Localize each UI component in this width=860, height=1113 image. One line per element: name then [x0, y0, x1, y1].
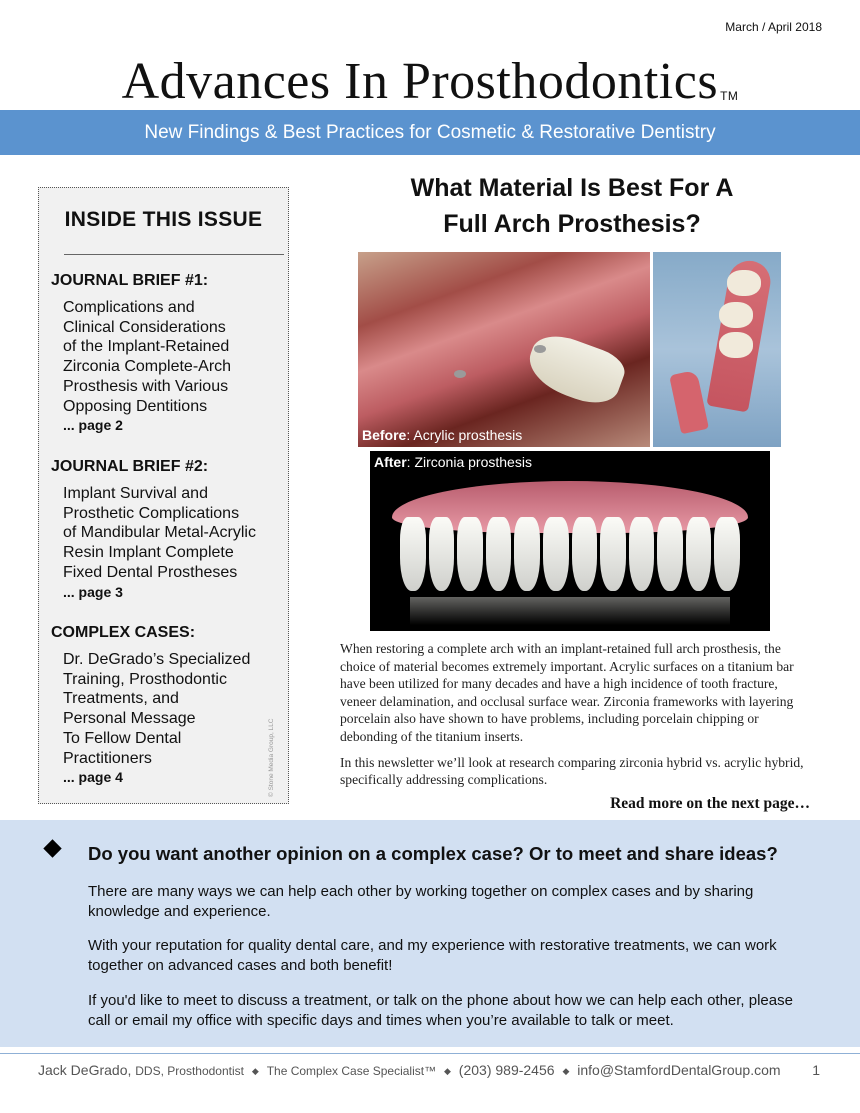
- article-paragraph: When restoring a complete arch with an implant-retained full arch prosthesis, the choice of material becomes extremely important. Acrylic surfaces on a titanium bar have been utilized for many decades and have a high incidence of tooth fracture, veneer delamination, and occlusal surface wear. Zirconia frameworks with layering porcelain also have shown to have problems, including porcelain chipping or debonding of the titanium inserts.: [340, 641, 794, 744]
- doctor-credentials: DDS, Prosthodontist: [135, 1064, 244, 1078]
- toc-line: To Fellow Dental: [63, 729, 182, 747]
- prosthetic-tooth: [727, 270, 761, 296]
- copyright-notice: © Stone Media Group, LLC: [268, 718, 275, 797]
- toc-line: Resin Implant Complete: [63, 544, 234, 562]
- prosthetic-tooth: [719, 332, 753, 358]
- article-body: [340, 640, 810, 797]
- toc-line: Zirconia Complete-Arch: [63, 358, 232, 376]
- after-label: After: [374, 454, 407, 470]
- toc-section-description: [63, 650, 281, 768]
- toc-line: Implant Survival and: [63, 485, 208, 502]
- read-more-link[interactable]: Read more on the next page…: [610, 795, 810, 812]
- toc-section-journal-brief-1[interactable]: [51, 272, 281, 433]
- after-caption: [374, 454, 532, 470]
- toc-line: Clinical Considerations: [63, 318, 226, 336]
- email-link[interactable]: info@StamfordDentalGroup.com: [577, 1062, 781, 1078]
- tagline-banner: New Findings & Best Practices for Cosmetic & Restorative Dentistry: [0, 110, 860, 155]
- footer-divider: [0, 1053, 860, 1054]
- cta-question: Do you want another opinion on a complex case? Or to meet and share ideas?: [88, 843, 778, 864]
- toc-section-description: [63, 484, 281, 583]
- toc-line: Personal Message: [63, 710, 196, 728]
- table-of-contents: [38, 187, 289, 804]
- diamond-bullet-icon: [43, 839, 61, 857]
- tooth: [657, 517, 683, 591]
- toc-line: of Mandibular Metal-Acrylic: [63, 524, 256, 542]
- fractured-piece: [669, 370, 709, 435]
- toc-section-heading: JOURNAL BRIEF #2:: [51, 458, 209, 475]
- implant-abutment: [454, 370, 466, 378]
- tooth: [429, 517, 455, 591]
- tooth: [400, 517, 426, 591]
- article-title-line: What Material Is Best For A: [410, 174, 734, 202]
- toc-section-heading: COMPLEX CASES:: [51, 624, 196, 641]
- toc-line: Treatments, and: [63, 690, 179, 708]
- toc-section-heading: JOURNAL BRIEF #1:: [51, 272, 209, 289]
- cta-paragraph: With your reputation for quality dental care, and my experience with restorative treatments, we can work together on advanced cases and both benefit!: [88, 937, 777, 974]
- tooth: [686, 517, 712, 591]
- toc-line: Practitioners: [63, 749, 152, 767]
- tooth: [629, 517, 655, 591]
- separator-dot-icon: ◆: [443, 1066, 451, 1076]
- title-text: Advances In Prosthodontics: [121, 53, 719, 110]
- reflection: [410, 597, 730, 625]
- article-title-line: Full Arch Prosthesis?: [443, 210, 701, 238]
- toc-section-journal-brief-2[interactable]: [51, 458, 281, 600]
- tooth: [572, 517, 598, 591]
- before-label: Before: [362, 427, 407, 443]
- implant-abutment: [534, 345, 546, 353]
- toc-line: Prosthesis with Various: [63, 377, 229, 395]
- trademark-mark: TM: [720, 89, 739, 103]
- toc-page-ref: ... page 3: [63, 583, 123, 600]
- tooth: [486, 517, 512, 591]
- before-caption: [362, 427, 522, 443]
- issue-date: March / April 2018: [725, 20, 822, 34]
- toc-line: Complications and: [63, 299, 195, 316]
- tooth: [600, 517, 626, 591]
- separator-dot-icon: ◆: [562, 1066, 570, 1076]
- tooth: [514, 517, 540, 591]
- article-title: [355, 170, 789, 242]
- toc-section-complex-cases[interactable]: [51, 624, 281, 785]
- toc-line: Training, Prosthodontic: [63, 670, 227, 688]
- prosthesis-detail-photo: [653, 252, 781, 447]
- toc-divider: [64, 254, 284, 255]
- before-photo: [358, 252, 650, 447]
- after-photo: [370, 451, 770, 631]
- cta-paragraph: There are many ways we can help each other by working together on complex cases and by sharing knowledge and experience.: [88, 883, 754, 920]
- footer: [38, 1062, 781, 1078]
- toc-page-ref: ... page 4: [63, 769, 123, 786]
- prosthetic-tooth: [719, 302, 753, 328]
- toc-line: Dr. DeGrado’s Specialized: [63, 651, 251, 668]
- cta-paragraph: If you'd like to meet to discuss a treatment, or talk on the phone about how we can help each other, please call or email my office with specific days and times when you’re available to talk or meet.: [88, 992, 793, 1029]
- tooth: [457, 517, 483, 591]
- toc-line: Fixed Dental Prostheses: [63, 563, 238, 581]
- toc-line: of the Implant-Retained: [63, 338, 230, 356]
- separator-dot-icon: ◆: [251, 1066, 259, 1076]
- toc-page-ref: ... page 2: [63, 417, 123, 434]
- doctor-name: Jack DeGrado,: [38, 1062, 132, 1078]
- toc-title: INSIDE THIS ISSUE: [64, 208, 263, 231]
- newsletter-title: [0, 54, 860, 110]
- doctor-specialty: The Complex Case Specialist™: [266, 1064, 437, 1078]
- zirconia-teeth: [400, 517, 740, 591]
- toc-line: Opposing Dentitions: [63, 397, 208, 415]
- before-text: : Acrylic prosthesis: [406, 427, 523, 443]
- toc-line: Prosthetic Complications: [63, 504, 240, 522]
- toc-section-description: [63, 298, 281, 416]
- after-text: : Zirconia prosthesis: [406, 454, 532, 470]
- phone-number[interactable]: (203) 989-2456: [458, 1062, 555, 1078]
- prosthesis-teeth: [521, 327, 629, 411]
- tooth: [714, 517, 740, 591]
- tooth: [543, 517, 569, 591]
- call-to-action-panel: [0, 820, 860, 1047]
- page-number: 1: [812, 1062, 820, 1078]
- article-paragraph: In this newsletter we’ll look at research comparing zirconia hybrid vs. acrylic hybrid, specifically addressing complications.: [340, 754, 804, 788]
